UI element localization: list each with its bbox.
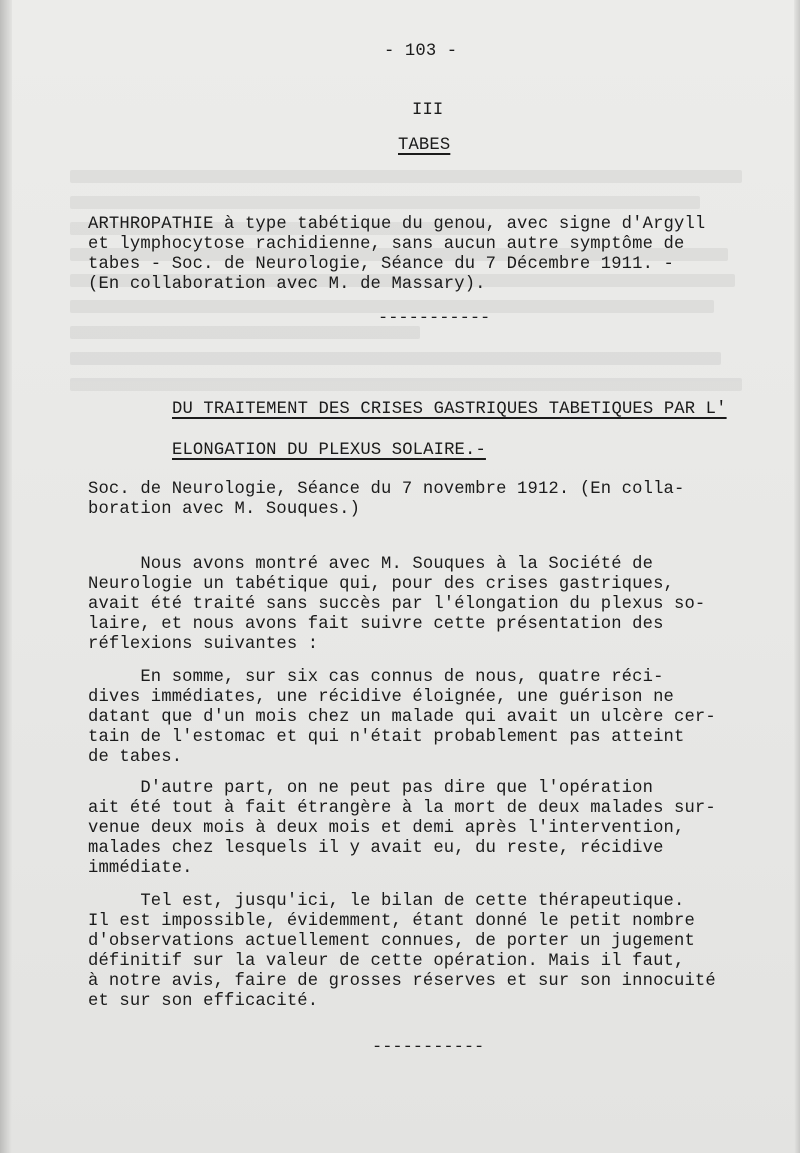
paragraph4-line-6: et sur son efficacité.	[88, 992, 319, 1011]
entry1-line-4: (En collaboration avec M. de Massary).	[88, 275, 486, 294]
entry2-title-line-1: DU TRAITEMENT DES CRISES GASTRIQUES TABETIQUES PAR L'	[172, 400, 727, 419]
paragraph2-line-2: dives immédiates, une récidive éloignée, une guérison ne	[88, 688, 674, 707]
section-title: TABES	[398, 136, 451, 155]
paragraph2-line-5: de tabes.	[88, 748, 183, 767]
paragraph4-line-2: Il est impossible, évidemment, étant donné le petit nombre	[88, 912, 695, 931]
paragraph1-line-5: réflexions suivantes :	[88, 635, 319, 654]
paragraph3-line-4: malades chez lesquels il y avait eu, du reste, récidive	[88, 839, 664, 858]
page-number: - 103 -	[384, 42, 458, 61]
paragraph4-line-3: d'observations actuellement connues, de porter un jugement	[88, 932, 695, 951]
entry2-source-line-1: Soc. de Neurologie, Séance du 7 novembre 1912. (En colla-	[88, 480, 685, 499]
paragraph2-line-4: tain de l'estomac et qui n'était probablement pas atteint	[88, 728, 685, 747]
separator-1: -----------	[378, 309, 491, 328]
entry1-line-2: et lymphocytose rachidienne, sans aucun autre symptôme de	[88, 235, 685, 254]
paragraph4-line-5: à notre avis, faire de grosses réserves et sur son innocuité	[88, 972, 716, 991]
entry1-line-3: tabes - Soc. de Neurologie, Séance du 7 Décembre 1911. -	[88, 255, 674, 274]
paragraph3-line-1: D'autre part, on ne peut pas dire que l'opération	[88, 779, 654, 798]
entry2-source-line-2: boration avec M. Souques.)	[88, 500, 361, 519]
paragraph4-line-1: Tel est, jusqu'ici, le bilan de cette thérapeutique.	[88, 892, 685, 911]
paragraph1-line-1: Nous avons montré avec M. Souques à la Société de	[88, 555, 654, 574]
paragraph4-line-4: définitif sur la valeur de cette opération. Mais il faut,	[88, 952, 685, 971]
paragraph3-line-2: ait été tout à fait étrangère à la mort de deux malades sur-	[88, 799, 716, 818]
entry2-title-line-2: ELONGATION DU PLEXUS SOLAIRE.-	[172, 441, 486, 460]
page-left-edge-shadow	[0, 0, 12, 1153]
paragraph1-line-3: avait été traité sans succès par l'élongation du plexus so-	[88, 595, 706, 614]
separator-2: -----------	[372, 1038, 485, 1057]
paragraph1-line-2: Neurologie un tabétique qui, pour des crises gastriques,	[88, 575, 674, 594]
paragraph3-line-5: immédiate.	[88, 859, 193, 878]
paragraph2-line-3: datant que d'un mois chez un malade qui avait un ulcère cer-	[88, 708, 716, 727]
page-right-edge-shadow	[794, 0, 800, 1153]
paragraph2-line-1: En somme, sur six cas connus de nous, quatre réci-	[88, 668, 664, 687]
paragraph3-line-3: venue deux mois à deux mois et demi après l'intervention,	[88, 819, 685, 838]
section-number: III	[412, 101, 444, 120]
entry1-line-1: ARTHROPATHIE à type tabétique du genou, avec signe d'Argyll	[88, 215, 706, 234]
paragraph1-line-4: laire, et nous avons fait suivre cette présentation des	[88, 615, 664, 634]
